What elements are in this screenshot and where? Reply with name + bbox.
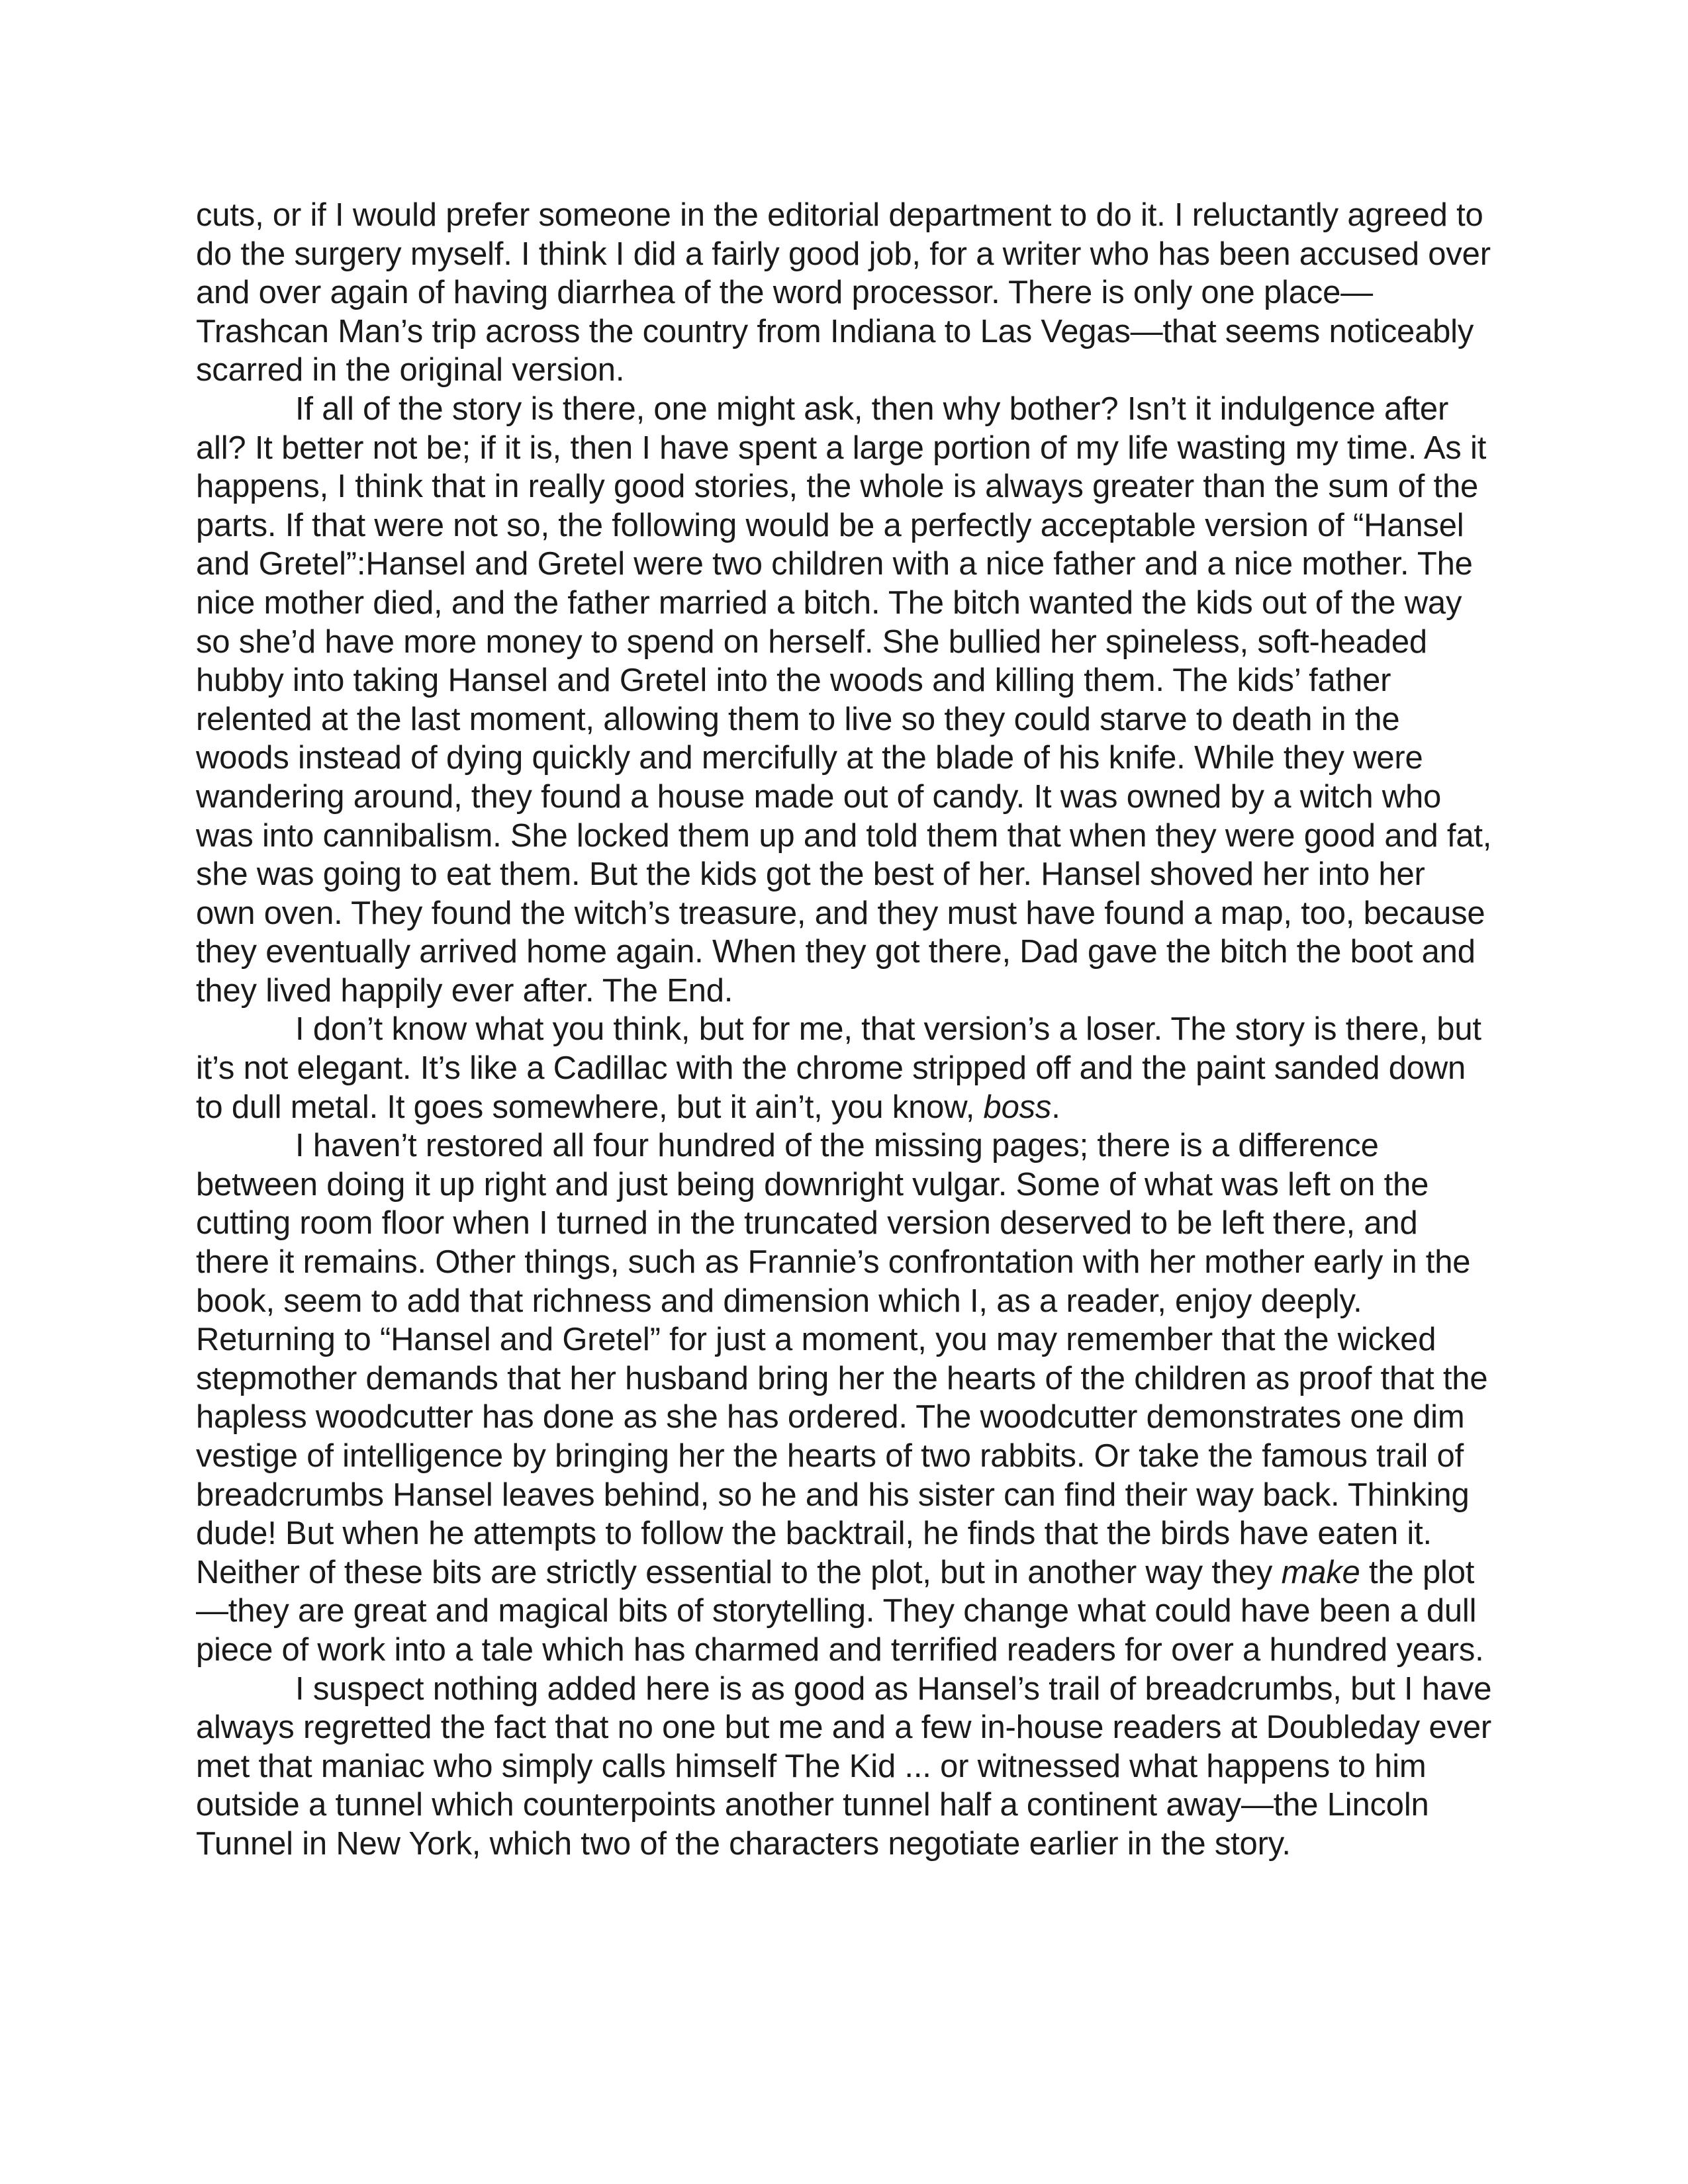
body-text: [196, 196, 1492, 1864]
paragraph-1: [196, 196, 1492, 390]
text-segment: cuts, or if I would prefer someone in the editorial department to do it. I reluctantly agreed to do the surgery myself. I think I did a fairly good job, for a writer who has been accused over and over again of having diarrhea of the word processor. There is only one place—Trashcan Man’s trip across the country from Indiana to Las Vegas—that seems noticeably scarred in the original version.: [196, 197, 1491, 388]
text-segment: I don’t know what you think, but for me, that version’s a loser. The story is there, but it’s not elegant. It’s like a Cadillac with the chrome stripped off and the paint sanded down to dull metal. It goes somewhere, but it ain’t, you know,: [196, 1011, 1481, 1125]
text-segment: .: [1051, 1089, 1060, 1125]
text-segment: I haven’t restored all four hundred of the missing pages; there is a difference between doing it up right and just being downright vulgar. Some of what was left on the cutting room floor when I turned in the truncated version deserved to be left there, and there it remains. Other things, such as Frannie’s confrontation with her mother early in the book, seem to add that richness and dimension which I, as a reader, enjoy deeply. Returning to “Hansel and Gretel” for just a moment, you may remember that the wicked stepmother demands that her husband bring her the hearts of the children as proof that the hapless woodcutter has done as she has ordered. The woodcutter demonstrates one dim vestige of intelligence by bringing her the hearts of two rabbits. Or take the famous trail of breadcrumbs Hansel leaves behind, so he and his sister can find their way back. Thinking dude! But when he attempts to follow the backtrail, he finds that the birds have eaten it. Neither of these bits are strictly essential to the plot, but in another way they: [196, 1128, 1488, 1590]
italic-text-segment: make: [1281, 1554, 1360, 1590]
text-segment: If all of the story is there, one might ask, then why bother? Isn’t it indulgence after all? It better not be; if it is, then I have spent a large portion of my life wasting my time. As it happens, I think that in really good stories, the whole is always greater than the sum of the parts. If that were not so, the following would be a perfectly acceptable version of “Hansel and Gretel”:Hansel and Gretel were two children with a nice father and a nice mother. The nice mother died, and the father married a bitch. The bitch wanted the kids out of the way so she’d have more money to spend on herself. She bullied her spineless, soft-headed hubby into taking Hansel and Gretel into the woods and killing them. The kids’ father relented at the last moment, allowing them to live so they could starve to death in the woods instead of dying quickly and mercifully at the blade of his knife. While they were wandering around, they found a house made out of candy. It was owned by a witch who was into cannibalism. She locked them up and told them that when they were good and fat, she was going to eat them. But the kids got the best of her. Hansel shoved her into her own oven. They found the witch’s treasure, and they must have found a map, too, because they eventually arrived home again. When they got there, Dad gave the bitch the boot and they lived happily ever after. The End.: [196, 390, 1492, 1009]
italic-text-segment: boss: [983, 1089, 1052, 1125]
paragraph-5: [196, 1670, 1492, 1864]
text-segment: I suspect nothing added here is as good as Hansel’s trail of breadcrumbs, but I have always regretted the fact that no one but me and a few in-house readers at Doubleday ever met that maniac who simply calls himself The Kid ... or witnessed what happens to him outside a tunnel which counterpoints another tunnel half a continent away—the Lincoln Tunnel in New York, which two of the characters negotiate earlier in the story.: [196, 1670, 1492, 1862]
text-segment: the plot—they are great and magical bits of storytelling. They change what could have been a dull piece of work into a tale which has charmed and terrified readers for over a hundred years.: [196, 1554, 1484, 1668]
paragraph-3: [196, 1010, 1492, 1126]
paragraph-2: [196, 390, 1492, 1011]
paragraph-4: [196, 1126, 1492, 1669]
